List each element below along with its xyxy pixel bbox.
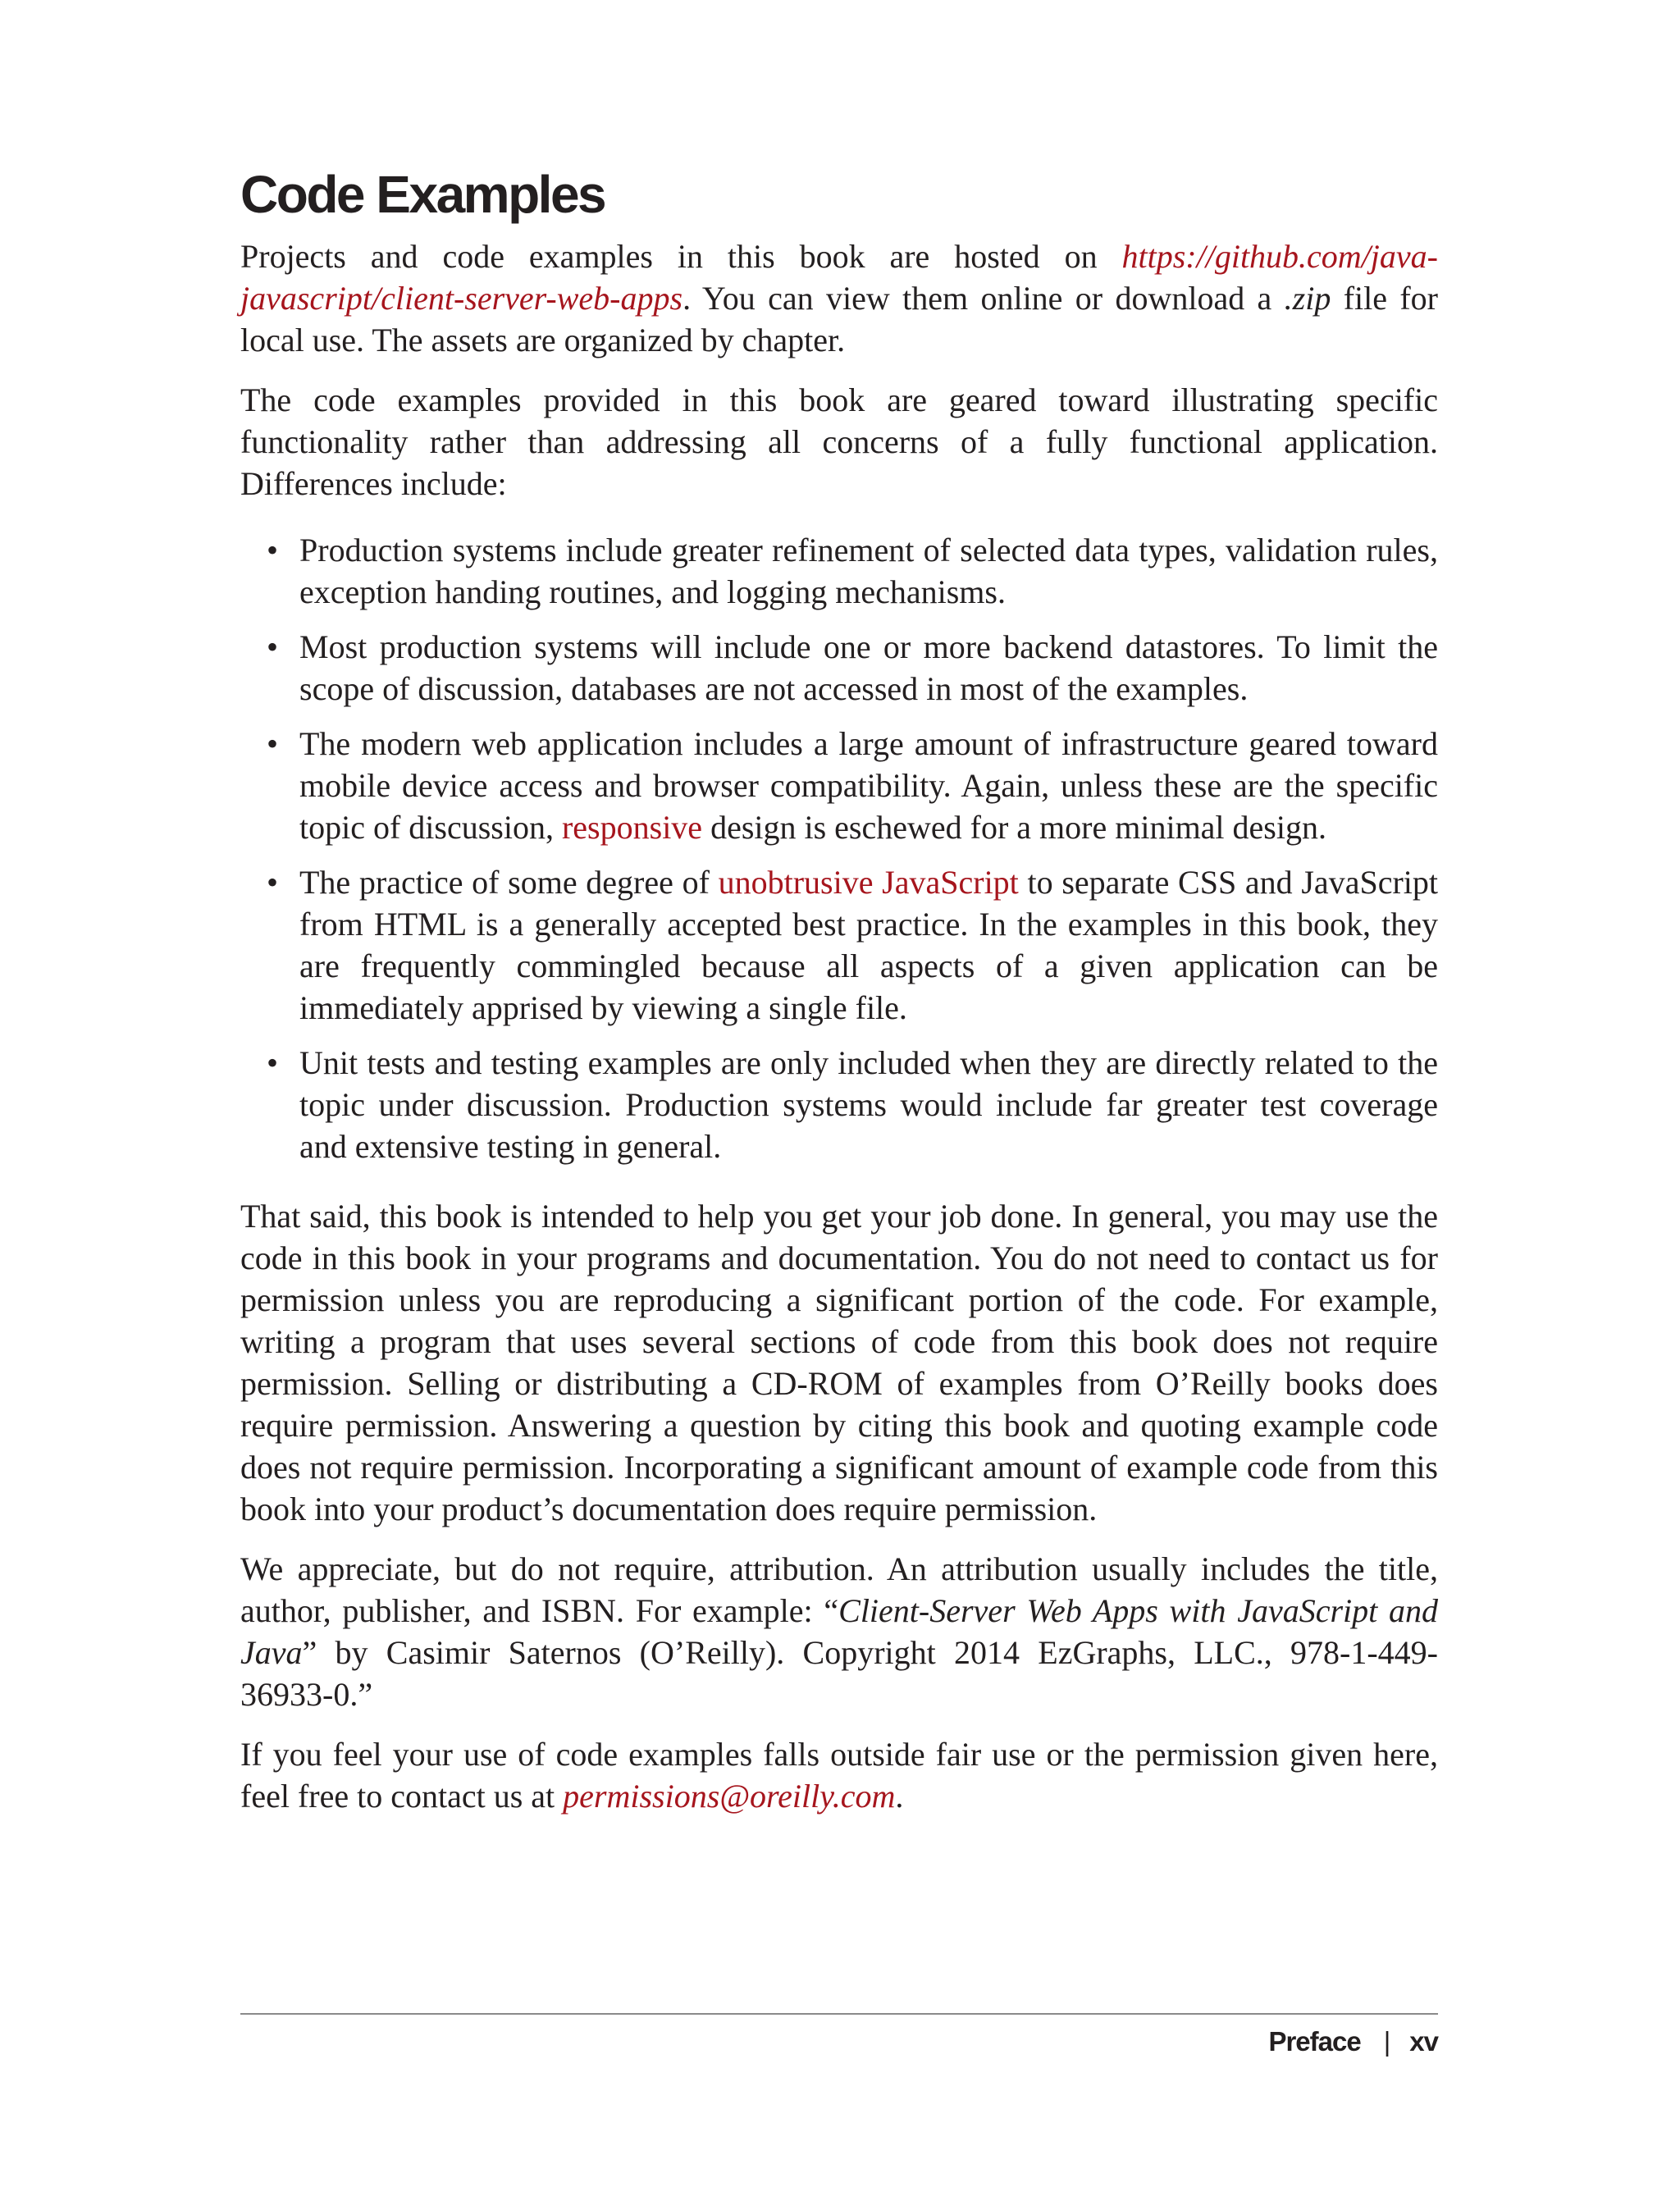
bullet-icon: • — [267, 532, 279, 568]
bullet-icon: • — [267, 864, 279, 901]
list-item-text: to separate CSS and JavaScript from HTML is a generally accepted best practice. In the examples in this book, they are frequently commingled because all aspects of a given application can be immediately apprised by viewing a single file. — [299, 864, 1438, 1026]
contact-text-before: If you feel your use of code examples falls outside fair use or the permission given here, feel free to contact us at — [240, 1736, 1438, 1815]
contact-text-after: . — [895, 1778, 904, 1815]
paragraph-attribution — [240, 1548, 1438, 1715]
attribution-text-before: We appreciate, but do not require, attribution. An attribution usually includes the title, author, publisher, and ISBN. For example: “ — [240, 1550, 1438, 1629]
hosting-text-after: file for local use. The assets are organized by chapter. — [240, 280, 1438, 358]
zip-extension: .zip — [1284, 280, 1331, 317]
footer-divider — [240, 2013, 1438, 2015]
hosting-text-before: Projects and code examples in this book are hosted on — [240, 238, 1122, 275]
list-item — [267, 861, 1438, 1029]
unobtrusive-javascript-link[interactable]: unobtrusive JavaScript — [718, 864, 1019, 901]
github-link[interactable]: https://github.com/java-javascript/client-server-web-apps — [240, 238, 1438, 317]
list-item-text: Most production systems will include one or more backend datastores. To limit the scope of discussion, databases are not accessed in most of the examples. — [299, 628, 1438, 707]
list-item-text: Unit tests and testing examples are only included when they are directly related to the topic under discussion. Production systems would include far greater test coverage and extensive testing in general. — [299, 1044, 1438, 1165]
paragraph-contact — [240, 1733, 1438, 1817]
bullet-icon: • — [267, 628, 279, 665]
paragraph-hosting — [240, 235, 1438, 361]
list-item — [267, 723, 1438, 848]
list-item — [267, 626, 1438, 710]
footer-separator: | — [1383, 2026, 1390, 2057]
attribution-text-after: ” by Casimir Saternos (O’Reilly). Copyright 2014 EzGraphs, LLC., 978-1-449-36933-0.” — [240, 1634, 1438, 1713]
list-item — [267, 1042, 1438, 1167]
list-item-text: The practice of some degree of — [299, 864, 719, 901]
permissions-email-link[interactable]: permissions@oreilly.com — [563, 1778, 896, 1815]
page-content — [240, 165, 1438, 1835]
book-title: Client-Server Web Apps with JavaScript and Java — [240, 1592, 1438, 1671]
list-item-text: design is eschewed for a more minimal design. — [702, 809, 1326, 846]
differences-list — [240, 529, 1438, 1167]
paragraph-differences-intro: The code examples provided in this book are geared toward illustrating specific functionality rather than addressing all concerns of a fully functional application. Differences include: — [240, 381, 1438, 502]
footer-section-name: Preface — [1268, 2026, 1361, 2057]
page-number: xv — [1409, 2026, 1438, 2057]
bullet-icon: • — [267, 725, 279, 762]
paragraph-permissions: That said, this book is intended to help you get your job done. In general, you may use the code in this book in your programs and documentation. You do not need to contact us for permission unless you are reproducing a significant portion of the code. For example, writing a program that uses several sections of code from this book does not require permission. Selling or distributing a CD-ROM of examples from O’Reilly books does require permission. Answering a question by citing this book and quoting example code does not require permission. Incorporating a significant amount of example code from this book into your product’s documentation does require permission. — [240, 1198, 1438, 1527]
hosting-text-mid: . You can view them online or download a — [682, 280, 1285, 317]
list-item — [267, 529, 1438, 613]
section-heading: Code Examples — [240, 165, 605, 224]
page-footer — [240, 2026, 1438, 2057]
bullet-icon: • — [267, 1044, 279, 1081]
list-item-text: The modern web application includes a large amount of infrastructure geared toward mobile device access and browser compatibility. Again, unless these are the specific topic of discussion, — [299, 725, 1438, 846]
responsive-term-link[interactable]: responsive — [561, 809, 703, 846]
list-item-text: Production systems include greater refinement of selected data types, validation rules, exception handing routines, and logging mechanisms. — [299, 532, 1438, 610]
